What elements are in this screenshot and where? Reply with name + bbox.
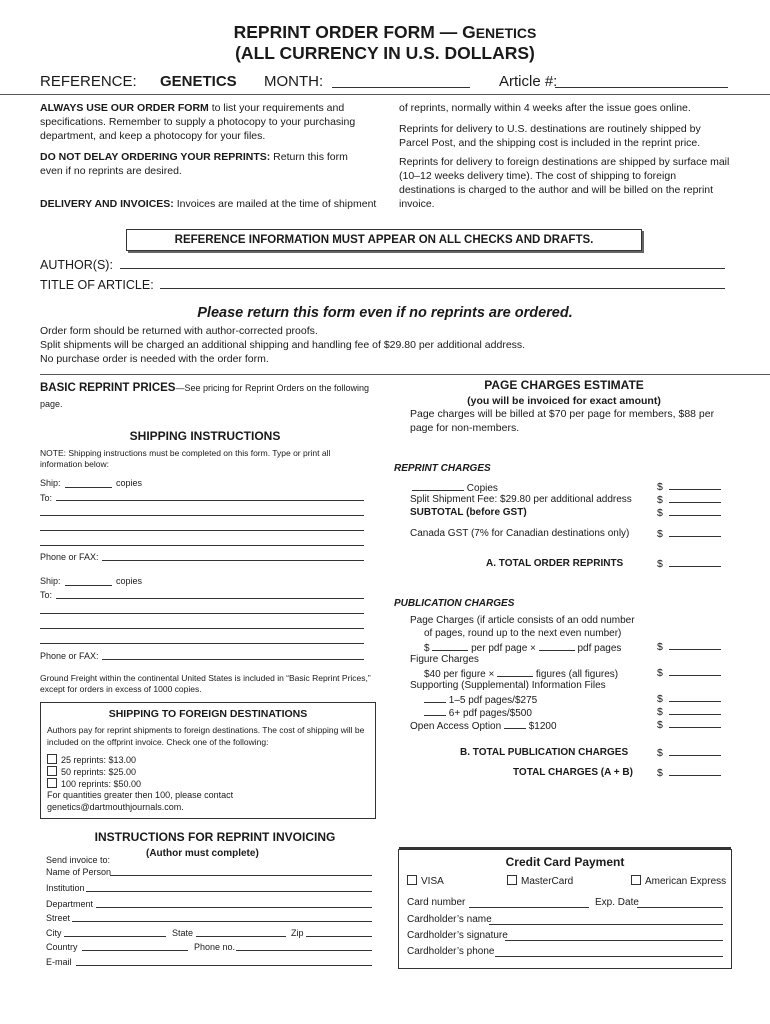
name-label: Name of Person <box>46 867 112 877</box>
foreign-contact-email: genetics@dartmouthjournals.com. <box>47 802 184 812</box>
email-label: E-mail <box>46 957 72 967</box>
cardholder-phone-label: Cardholder’s phone <box>407 946 495 957</box>
zip-field[interactable] <box>306 936 372 937</box>
total-reprints-amount[interactable]: $ <box>657 558 721 570</box>
note-purchase-order: No purchase order is needed with the order form. <box>40 353 269 365</box>
reference-info-box <box>126 229 642 251</box>
foreign-contact-line: For quantities greater then 100, please contact <box>47 790 234 800</box>
open-access-option[interactable]: Open Access Option $1200 <box>410 721 557 732</box>
phone-no-field[interactable] <box>236 950 372 951</box>
institution-label: Institution <box>46 883 85 893</box>
article-field[interactable] <box>555 87 728 88</box>
us-delivery-paragraph: Reprints for delivery to U.S. destinations are routinely shipped by Parcel Post, and the shipping cost is included in the reprint price. <box>399 123 701 149</box>
credit-card-box <box>398 849 732 969</box>
page-charges-calc[interactable]: $ per pdf page × pdf pages <box>424 643 622 654</box>
supporting-option-2[interactable]: 6+ pdf pages/$500 <box>424 706 532 720</box>
shipping-note: NOTE: Shipping instructions must be completed on this form. Type or print all information below: <box>40 448 331 470</box>
supporting-1-amount[interactable]: $ <box>657 693 721 705</box>
email-field[interactable] <box>76 965 372 966</box>
ship-to-line-1[interactable] <box>56 598 364 599</box>
exp-date-field[interactable] <box>637 907 723 908</box>
cardholder-signature-label: Cardholder’s signature <box>407 930 508 941</box>
copies-label: copies <box>116 576 143 586</box>
checkbox-icon[interactable] <box>407 875 417 885</box>
subtotal-amount[interactable]: $ <box>657 507 721 519</box>
phone-fax-field[interactable] <box>102 560 364 561</box>
shipping-heading: SHIPPING INSTRUCTIONS <box>129 429 281 443</box>
amex-option[interactable]: American Express <box>631 875 726 888</box>
page-charges-sub: (you will be invoiced for exact amount) <box>467 395 661 407</box>
foreign-heading: SHIPPING TO FOREIGN DESTINATIONS <box>108 708 308 720</box>
ship-to-line-3[interactable] <box>40 530 364 531</box>
ship-to-line-2[interactable] <box>40 613 364 614</box>
institution-field[interactable] <box>86 891 372 892</box>
to-label: To: <box>40 493 53 503</box>
to-label: To: <box>40 590 53 600</box>
ship-copies-field[interactable] <box>65 487 112 488</box>
return-notice: Please return this form even if no reprints are ordered. <box>197 305 573 321</box>
figure-charges-calc[interactable]: $40 per figure × figures (all figures) <box>424 669 619 680</box>
foreign-delivery-paragraph: Reprints for delivery to foreign destinations are shipped by surface mail (10–12 weeks delivery time). The cost of shipping to foreign destinations is charged to the author and will be billed on the reprint invoice. <box>399 156 730 210</box>
note-split-shipments: Split shipments will be charged an additional shipping and handling fee of $29.80 per additional address. <box>40 339 526 351</box>
checkbox-icon[interactable] <box>47 778 57 788</box>
street-field[interactable] <box>72 921 372 922</box>
country-field[interactable] <box>82 950 188 951</box>
ship-label: Ship: <box>40 478 61 488</box>
checkbox-icon[interactable] <box>631 875 641 885</box>
supporting-info-label: Supporting (Supplemental) Information Files <box>410 680 606 691</box>
currency-note: (ALL CURRENCY IN U.S. DOLLARS) <box>235 43 535 63</box>
article-title-field[interactable] <box>160 288 725 289</box>
city-label: City <box>46 928 62 938</box>
city-field[interactable] <box>64 936 166 937</box>
gst-amount[interactable]: $ <box>657 528 721 540</box>
phone-no-label: Phone no. <box>194 942 236 952</box>
page-charges-amount[interactable]: $ <box>657 641 721 653</box>
checkbox-icon[interactable] <box>47 754 57 764</box>
order-form-paragraph: ALWAYS USE OUR ORDER FORM to list your requirements and specifications. Remember to supply a photocopy to your purchasing department, and keep a photocopy for your files. <box>40 102 356 142</box>
department-field[interactable] <box>96 907 372 908</box>
copies-label: copies <box>116 478 143 488</box>
phone-fax-label: Phone or FAX: <box>40 651 99 661</box>
total-publication-label: B. TOTAL PUBLICATION CHARGES <box>460 747 629 758</box>
ship-to-line-1[interactable] <box>56 500 364 501</box>
foreign-option-25[interactable]: 25 reprints: $13.00 <box>47 754 136 765</box>
page-charges-heading: PAGE CHARGES ESTIMATE <box>484 378 644 392</box>
name-field[interactable] <box>110 875 372 876</box>
figure-charges-amount[interactable]: $ <box>657 667 721 679</box>
page-charges-line2: of pages, round up to the next even number) <box>424 628 622 639</box>
cardholder-name-field[interactable] <box>489 924 723 925</box>
article-label: Article #: <box>499 73 558 90</box>
mastercard-option[interactable]: MasterCard <box>507 875 573 888</box>
section-divider <box>40 374 770 375</box>
total-charges-amount[interactable]: $ <box>657 767 721 779</box>
ground-freight-note: Ground Freight within the continental United States is included in “Basic Reprint Prices,” except for orders in excess of 1000 copies. <box>40 673 371 695</box>
send-invoice-label: Send invoice to: <box>46 855 111 865</box>
ship-to-line-4[interactable] <box>40 545 364 546</box>
authors-field[interactable] <box>120 268 725 269</box>
total-charges-label: TOTAL CHARGES (A + B) <box>513 767 633 778</box>
copies-amount[interactable]: $ <box>657 481 721 493</box>
total-reprints-label: A. TOTAL ORDER REPRINTS <box>486 558 624 569</box>
supporting-2-amount[interactable]: $ <box>657 706 721 718</box>
ship-to-line-2[interactable] <box>40 515 364 516</box>
basic-prices: BASIC REPRINT PRICES—See pricing for Reprint Orders on the following page. <box>40 382 370 409</box>
credit-card-heading: Credit Card Payment <box>505 855 625 869</box>
supp-1-field[interactable] <box>424 693 446 703</box>
ship-to-line-3[interactable] <box>40 628 364 629</box>
cardholder-name-label: Cardholder’s name <box>407 914 492 925</box>
page-charges-text: Page charges will be billed at $70 per page for members, $88 per page for non-members. <box>410 408 715 434</box>
month-field[interactable] <box>332 87 470 88</box>
form-title: REPRINT ORDER FORM — GENETICS <box>233 22 537 42</box>
article-title-label: TITLE OF ARTICLE: <box>40 278 154 292</box>
per-page-field[interactable] <box>432 641 468 651</box>
card-number-field[interactable] <box>469 907 589 908</box>
open-access-amount[interactable]: $ <box>657 719 721 731</box>
publication-charges-heading: PUBLICATION CHARGES <box>394 598 515 609</box>
ship-label: Ship: <box>40 576 61 586</box>
supp-2-field[interactable] <box>424 706 446 716</box>
foreign-shipping-box <box>40 702 376 819</box>
visa-option[interactable]: VISA <box>407 875 444 888</box>
foreign-option-50[interactable]: 50 reprints: $25.00 <box>47 766 136 777</box>
note-proofs: Order form should be returned with author-corrected proofs. <box>40 325 318 337</box>
reprint-copies-row[interactable]: Copies <box>412 481 498 495</box>
exp-date-label: Exp. Date <box>595 897 639 908</box>
foreign-option-100[interactable]: 100 reprints: $50.00 <box>47 778 141 789</box>
subtotal-label: SUBTOTAL (before GST) <box>410 507 527 518</box>
do-not-delay-paragraph: DO NOT DELAY ORDERING YOUR REPRINTS: Return this form even if no reprints are desired. <box>40 151 348 177</box>
figures-count-field[interactable] <box>497 667 533 677</box>
department-label: Department <box>46 899 94 909</box>
reprint-charges-heading: REPRINT CHARGES <box>394 463 491 474</box>
gst-label: Canada GST (7% for Canadian destinations only) <box>410 528 630 539</box>
reprint-copies-field[interactable] <box>412 481 464 491</box>
state-field[interactable] <box>196 936 286 937</box>
reference-value: GENETICS <box>160 73 237 90</box>
invoicing-heading: INSTRUCTIONS FOR REPRINT INVOICING <box>94 830 336 844</box>
header-divider <box>0 94 770 95</box>
split-fee-amount[interactable]: $ <box>657 494 721 506</box>
country-label: Country <box>46 942 78 952</box>
street-label: Street <box>46 913 71 923</box>
page-charges-line1: Page Charges (if article consists of an odd number <box>410 615 635 626</box>
reference-label: REFERENCE: <box>40 73 137 90</box>
split-fee-label: Split Shipment Fee: $29.80 per additional address <box>410 494 632 505</box>
ship-copies-field[interactable] <box>65 585 112 586</box>
phone-fax-field[interactable] <box>102 659 364 660</box>
checkbox-icon[interactable] <box>47 766 57 776</box>
zip-label: Zip <box>291 928 304 938</box>
delivery-paragraph: DELIVERY AND INVOICES: Invoices are mailed at the time of shipment <box>40 198 377 210</box>
delivery-paragraph-continued: of reprints, normally within 4 weeks after the issue goes online. <box>399 102 691 114</box>
total-publication-amount[interactable]: $ <box>657 747 721 759</box>
cardholder-signature-field[interactable] <box>505 940 723 941</box>
reference-info-text: REFERENCE INFORMATION MUST APPEAR ON ALL CHECKS AND DRAFTS. <box>174 234 594 246</box>
phone-fax-label: Phone or FAX: <box>40 552 99 562</box>
card-number-label: Card number <box>407 897 466 908</box>
ship-to-line-4[interactable] <box>40 643 364 644</box>
foreign-text: Authors pay for reprint shipments to foreign destinations. The cost of shipping will be included on the offprint invoice. Check one of the following: <box>47 725 365 747</box>
state-label: State <box>172 928 194 938</box>
open-access-field[interactable] <box>504 719 526 729</box>
invoicing-sub: (Author must complete) <box>146 848 259 859</box>
pdf-pages-field[interactable] <box>539 641 575 651</box>
supporting-option-1[interactable]: 1–5 pdf pages/$275 <box>424 693 537 707</box>
figure-charges-label: Figure Charges <box>410 654 479 665</box>
cardholder-phone-field[interactable] <box>495 956 723 957</box>
checkbox-icon[interactable] <box>507 875 517 885</box>
authors-label: AUTHOR(S): <box>40 258 113 272</box>
month-label: MONTH: <box>264 73 324 90</box>
